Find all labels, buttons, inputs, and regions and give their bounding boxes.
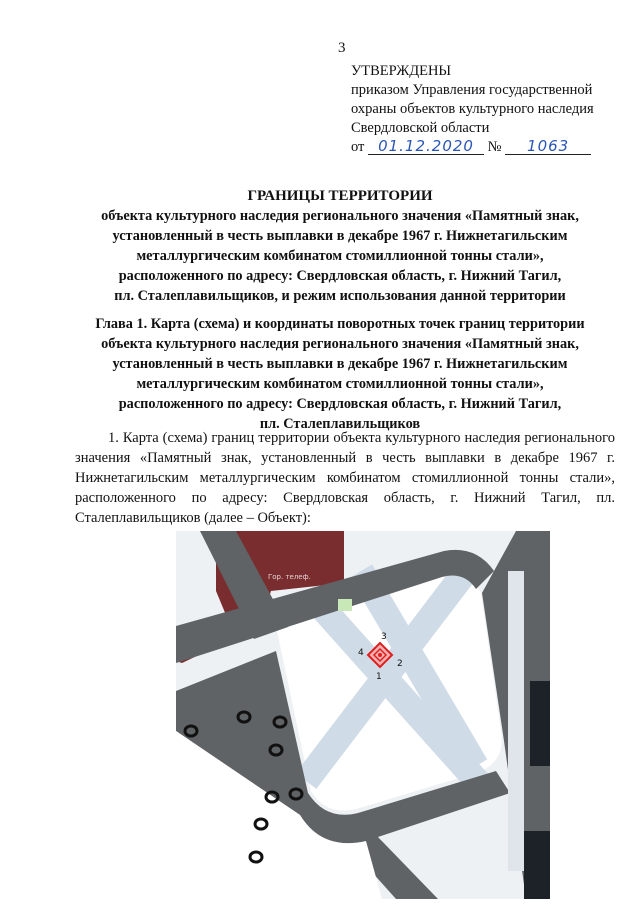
title-line-1: ГРАНИЦЫ ТЕРРИТОРИИ (247, 188, 433, 204)
point-label-1: 1 (376, 672, 382, 682)
green-plot (338, 599, 352, 611)
document-title (60, 186, 620, 306)
chapter-line-5: расположенного по адресу: Свердловская область, г. Нижний Тагил, (118, 396, 562, 412)
paragraph-1: 1. Карта (схема) границ территории объекта культурного наследия регионального значения «Памятный знак, установленный в честь выплавки в декабре 1967 г. Нижнетагильским металлургическим комбинатом стомиллионной тонны стали», расположенного по адресу: Свердловская область, г. Нижний Тагил, пл. Сталеплавильщиков (далее – Объект): (75, 430, 615, 526)
approval-heading: УТВЕРЖДЕНЫ (351, 63, 452, 79)
date-prefix: от (351, 139, 365, 155)
approval-stamp (351, 62, 631, 157)
right-strip (508, 571, 524, 871)
chapter-line-6: пл. Сталеплавильщиков (259, 416, 421, 432)
chapter-line-1: Глава 1. Карта (схема) и координаты поворотных точек границ территории (95, 316, 585, 332)
approval-order-line: приказом Управления государственной (351, 82, 593, 98)
chapter-heading (60, 314, 620, 434)
handwritten-date: 01.12.2020 (368, 139, 484, 155)
title-line-3: установленный в честь выплавки в декабре 1967 г. Нижнетагильским (112, 228, 568, 244)
dark-block-lower (524, 831, 550, 899)
dark-block-upper (530, 681, 550, 766)
page-number: 3 (338, 40, 346, 56)
title-line-4: металлургическим комбинатом стомиллионной тонны стали», (136, 248, 544, 264)
title-line-5: расположенного по адресу: Свердловская область, г. Нижний Тагил, (118, 268, 562, 284)
monument-point (378, 653, 382, 657)
approval-authority-line: охраны объектов культурного наследия (351, 101, 594, 117)
chapter-line-2: объекта культурного наследия регионального значения «Памятный знак, (101, 336, 579, 352)
title-line-2: объекта культурного наследия регионального значения «Памятный знак, (101, 208, 579, 224)
point-label-4: 4 (358, 648, 364, 658)
territory-map (176, 531, 550, 899)
point-label-2: 2 (397, 659, 403, 669)
building-label: Гор. телеф. (268, 573, 311, 581)
approval-region-line: Свердловской области (351, 120, 490, 136)
handwritten-number: 1063 (505, 139, 591, 155)
approval-date-line (351, 138, 631, 157)
title-line-6: пл. Сталеплавильщиков, и режим использования данной территории (114, 288, 566, 304)
number-prefix: № (487, 139, 502, 155)
chapter-line-4: металлургическим комбинатом стомиллионной тонны стали», (136, 376, 544, 392)
point-label-3: 3 (381, 632, 387, 642)
chapter-line-3: установленный в честь выплавки в декабре 1967 г. Нижнетагильским (112, 356, 568, 372)
